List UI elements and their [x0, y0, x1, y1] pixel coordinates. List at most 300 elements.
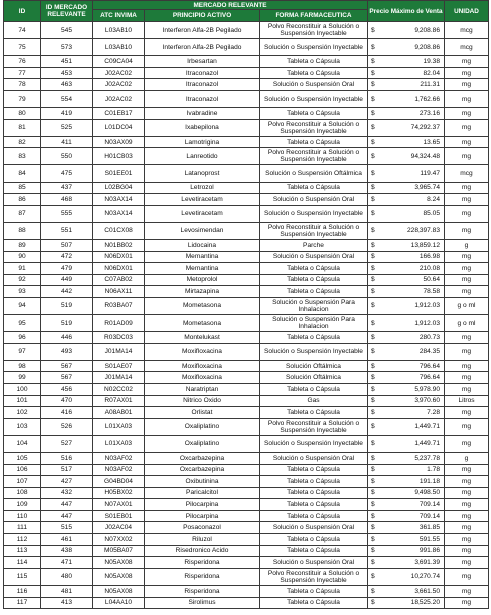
- table-row: [4, 499, 489, 511]
- price-value: 1,449.71: [414, 423, 440, 431]
- currency-symbol: $: [371, 587, 375, 595]
- price-value: 94,324.48: [410, 152, 440, 160]
- table-row: [4, 418, 489, 435]
- cell-id: 97: [4, 343, 41, 360]
- cell-atc: N07AX01: [93, 499, 145, 511]
- cell-id: 79: [4, 90, 41, 107]
- currency-symbol: $: [371, 385, 375, 393]
- table-row: [4, 297, 489, 314]
- header-atc: ATC INVIMA: [93, 10, 145, 22]
- price-value: 13.65: [423, 138, 440, 146]
- cell-id: 96: [4, 332, 41, 344]
- price-value: 1,449.71: [414, 440, 440, 448]
- cell-id-mercado: 468: [41, 194, 93, 206]
- cell-precio: [368, 194, 445, 206]
- price-value: 1,762.66: [414, 95, 440, 103]
- cell-id: 99: [4, 372, 41, 384]
- cell-forma: Tableta o Cápsula: [260, 67, 368, 79]
- cell-forma: Solución o Suspensión Inyectable: [260, 205, 368, 222]
- cell-precio: [368, 332, 445, 344]
- price-value: 78.58: [423, 288, 440, 296]
- currency-symbol: $: [371, 423, 375, 431]
- cell-id-mercado: 550: [41, 148, 93, 165]
- cell-id-mercado: 519: [41, 297, 93, 314]
- price-value: 7.28: [427, 408, 440, 416]
- cell-forma: Tableta o Cápsula: [260, 407, 368, 419]
- price-value: 991.86: [419, 547, 440, 555]
- cell-unidad: mg: [445, 251, 489, 263]
- table-row: [4, 119, 489, 136]
- cell-precio: [368, 568, 445, 585]
- currency-symbol: $: [371, 195, 375, 203]
- cell-unidad: mg: [445, 476, 489, 488]
- cell-unidad: mg: [445, 343, 489, 360]
- cell-atc: S01EB01: [93, 510, 145, 522]
- cell-atc: L02BG04: [93, 182, 145, 194]
- cell-forma: Tableta o Cápsula: [260, 136, 368, 148]
- cell-unidad: g o ml: [445, 314, 489, 331]
- price-value: 119.47: [420, 169, 440, 177]
- cell-precio: [368, 136, 445, 148]
- cell-principio: Itraconazol: [145, 67, 260, 79]
- cell-principio: Moxifloxacina: [145, 360, 260, 372]
- header-mercado-relevante: MERCADO RELEVANTE: [93, 1, 368, 10]
- cell-atc: A08AB01: [93, 407, 145, 419]
- cell-id: 113: [4, 545, 41, 557]
- header-unidad: UNIDAD: [445, 1, 489, 22]
- currency-symbol: $: [371, 302, 375, 310]
- cell-forma: Solución o Suspensión Inyectable: [260, 343, 368, 360]
- currency-symbol: $: [371, 362, 375, 370]
- cell-forma: Tableta o Cápsula: [260, 510, 368, 522]
- currency-symbol: $: [371, 109, 375, 117]
- cell-unidad: mg: [445, 435, 489, 452]
- currency-symbol: $: [371, 124, 375, 132]
- currency-symbol: $: [371, 477, 375, 485]
- table-row: [4, 136, 489, 148]
- cell-id: 108: [4, 487, 41, 499]
- cell-principio: Risedronico Acido: [145, 545, 260, 557]
- cell-id: 114: [4, 557, 41, 569]
- cell-precio: [368, 148, 445, 165]
- cell-principio: Latanoprost: [145, 165, 260, 182]
- table-row: [4, 435, 489, 452]
- cell-forma: Solución o Suspensión Oral: [260, 251, 368, 263]
- currency-symbol: $: [371, 559, 375, 567]
- price-value: 9,498.50: [414, 489, 440, 497]
- cell-atc: N06AX11: [93, 286, 145, 298]
- table-row: [4, 205, 489, 222]
- cell-principio: Ixabepilona: [145, 119, 260, 136]
- table-body: [4, 22, 489, 609]
- cell-principio: Posaconazol: [145, 522, 260, 534]
- cell-id: 98: [4, 360, 41, 372]
- table-row: [4, 67, 489, 79]
- cell-atc: C01EB17: [93, 108, 145, 120]
- cell-id-mercado: 419: [41, 108, 93, 120]
- cell-precio: [368, 360, 445, 372]
- cell-precio: [368, 464, 445, 476]
- cell-unidad: mg: [445, 407, 489, 419]
- cell-forma: Tableta o Cápsula: [260, 383, 368, 395]
- cell-atc: R01AD09: [93, 314, 145, 331]
- cell-principio: Moxifloxacina: [145, 372, 260, 384]
- price-value: 191.18: [419, 477, 440, 485]
- table-row: [4, 22, 489, 39]
- cell-id-mercado: 551: [41, 222, 93, 239]
- cell-unidad: mg: [445, 534, 489, 546]
- cell-precio: [368, 383, 445, 395]
- cell-id-mercado: 515: [41, 522, 93, 534]
- table-row: [4, 90, 489, 107]
- cell-precio: [368, 314, 445, 331]
- currency-symbol: $: [371, 397, 375, 405]
- cell-forma: Polvo Reconstituir a Solución o Suspensión Inyectable: [260, 119, 368, 136]
- price-value: 85.05: [423, 210, 440, 218]
- cell-precio: [368, 534, 445, 546]
- price-value: 13,859.12: [410, 241, 440, 249]
- cell-id-mercado: 519: [41, 314, 93, 331]
- cell-precio: [368, 263, 445, 275]
- cell-forma: Tableta o Cápsula: [260, 545, 368, 557]
- cell-unidad: mg: [445, 79, 489, 91]
- cell-atc: N03AX14: [93, 194, 145, 206]
- cell-unidad: g: [445, 239, 489, 251]
- table-row: [4, 165, 489, 182]
- cell-unidad: g o ml: [445, 297, 489, 314]
- header-id-mercado: ID MERCADO RELEVANTE: [41, 1, 93, 22]
- cell-forma: Tableta o Cápsula: [260, 286, 368, 298]
- cell-id-mercado: 446: [41, 332, 93, 344]
- cell-id: 105: [4, 452, 41, 464]
- table-row: [4, 263, 489, 275]
- cell-precio: [368, 452, 445, 464]
- cell-id-mercado: 493: [41, 343, 93, 360]
- cell-id: 110: [4, 510, 41, 522]
- cell-unidad: mg: [445, 360, 489, 372]
- cell-precio: [368, 165, 445, 182]
- cell-unidad: mg: [445, 383, 489, 395]
- price-value: 1,912.03: [414, 302, 440, 310]
- cell-id: 81: [4, 119, 41, 136]
- cell-id-mercado: 413: [41, 597, 93, 609]
- cell-principio: Interferon Alfa-2B Pegilado: [145, 22, 260, 39]
- currency-symbol: $: [371, 408, 375, 416]
- table-row: [4, 395, 489, 407]
- cell-unidad: mg: [445, 522, 489, 534]
- table-row: [4, 360, 489, 372]
- cell-precio: [368, 205, 445, 222]
- cell-forma: Solución o Suspensión Oral: [260, 522, 368, 534]
- price-value: 3,661.50: [414, 587, 440, 595]
- table-row: [4, 557, 489, 569]
- table-row: [4, 407, 489, 419]
- cell-atc: N07XX02: [93, 534, 145, 546]
- cell-forma: Solución o Suspensión Inyectable: [260, 435, 368, 452]
- cell-precio: [368, 182, 445, 194]
- cell-id: 82: [4, 136, 41, 148]
- cell-id: 111: [4, 522, 41, 534]
- cell-atc: L03AB10: [93, 39, 145, 56]
- cell-principio: Nitrico Oxido: [145, 395, 260, 407]
- cell-atc: J01MA14: [93, 343, 145, 360]
- cell-id: 88: [4, 222, 41, 239]
- price-table: [3, 0, 489, 609]
- cell-principio: Metoprolol: [145, 274, 260, 286]
- cell-precio: [368, 585, 445, 597]
- table-header: [4, 1, 489, 22]
- price-value: 10,270.74: [410, 573, 440, 581]
- cell-unidad: mg: [445, 56, 489, 68]
- cell-precio: [368, 286, 445, 298]
- cell-id: 116: [4, 585, 41, 597]
- cell-id: 87: [4, 205, 41, 222]
- currency-symbol: $: [371, 440, 375, 448]
- cell-atc: L04AA10: [93, 597, 145, 609]
- table-row: [4, 372, 489, 384]
- cell-precio: [368, 372, 445, 384]
- cell-unidad: mg: [445, 372, 489, 384]
- cell-forma: Solución o Suspensión Inyectable: [260, 90, 368, 107]
- cell-id: 74: [4, 22, 41, 39]
- cell-unidad: mcg: [445, 39, 489, 56]
- table-row: [4, 585, 489, 597]
- cell-principio: Paricalcitol: [145, 487, 260, 499]
- cell-principio: Oxcarbazepina: [145, 464, 260, 476]
- cell-id: 102: [4, 407, 41, 419]
- cell-principio: Interferon Alfa-2B Pegilado: [145, 39, 260, 56]
- cell-principio: Letrozol: [145, 182, 260, 194]
- price-value: 280.73: [419, 333, 440, 341]
- table-row: [4, 464, 489, 476]
- table-row: [4, 222, 489, 239]
- cell-atc: N03AX09: [93, 136, 145, 148]
- table-row: [4, 239, 489, 251]
- cell-precio: [368, 487, 445, 499]
- table-row: [4, 332, 489, 344]
- cell-id: 77: [4, 67, 41, 79]
- price-value: 9,208.86: [414, 43, 440, 51]
- cell-atc: C07AB02: [93, 274, 145, 286]
- cell-id-mercado: 471: [41, 557, 93, 569]
- price-value: 796.64: [419, 362, 440, 370]
- cell-atc: J02AC04: [93, 522, 145, 534]
- price-value: 166.98: [419, 253, 440, 261]
- currency-symbol: $: [371, 227, 375, 235]
- cell-precio: [368, 522, 445, 534]
- cell-principio: Riluzol: [145, 534, 260, 546]
- cell-id: 115: [4, 568, 41, 585]
- cell-id-mercado: 470: [41, 395, 93, 407]
- cell-id: 107: [4, 476, 41, 488]
- table-row: [4, 476, 489, 488]
- cell-id-mercado: 456: [41, 383, 93, 395]
- cell-id-mercado: 507: [41, 239, 93, 251]
- cell-id-mercado: 463: [41, 79, 93, 91]
- cell-principio: Levetiracetam: [145, 194, 260, 206]
- cell-forma: Tableta o Cápsula: [260, 585, 368, 597]
- cell-unidad: mg: [445, 108, 489, 120]
- cell-principio: Itraconazol: [145, 79, 260, 91]
- currency-symbol: $: [371, 264, 375, 272]
- cell-unidad: mg: [445, 90, 489, 107]
- cell-atc: S01AE07: [93, 360, 145, 372]
- table-row: [4, 79, 489, 91]
- cell-id: 104: [4, 435, 41, 452]
- cell-atc: C09CA04: [93, 56, 145, 68]
- cell-atc: J02AC02: [93, 67, 145, 79]
- cell-principio: Pilocarpina: [145, 510, 260, 522]
- currency-symbol: $: [371, 599, 375, 607]
- price-value: 82.04: [423, 69, 440, 77]
- cell-id-mercado: 416: [41, 407, 93, 419]
- price-value: 3,970.60: [414, 397, 440, 405]
- currency-symbol: $: [371, 348, 375, 356]
- currency-symbol: $: [371, 81, 375, 89]
- currency-symbol: $: [371, 466, 375, 474]
- cell-precio: [368, 435, 445, 452]
- cell-principio: Oxaliplatino: [145, 418, 260, 435]
- cell-principio: Levetiracetam: [145, 205, 260, 222]
- cell-atc: N05AX08: [93, 585, 145, 597]
- table-row: [4, 510, 489, 522]
- cell-id-mercado: 438: [41, 545, 93, 557]
- price-value: 5,237.78: [414, 454, 440, 462]
- cell-forma: Solución o Suspensión Oral: [260, 452, 368, 464]
- cell-atc: L03AB10: [93, 22, 145, 39]
- cell-precio: [368, 476, 445, 488]
- cell-atc: N06DX01: [93, 263, 145, 275]
- price-value: 18,525.20: [410, 599, 440, 607]
- cell-forma: Solución Oftálmica: [260, 372, 368, 384]
- cell-unidad: mg: [445, 557, 489, 569]
- cell-principio: Risperidona: [145, 557, 260, 569]
- cell-id-mercado: 475: [41, 165, 93, 182]
- cell-id: 106: [4, 464, 41, 476]
- cell-precio: [368, 418, 445, 435]
- currency-symbol: $: [371, 210, 375, 218]
- cell-principio: Moxifloxacina: [145, 343, 260, 360]
- price-value: 591.55: [419, 535, 440, 543]
- cell-unidad: mg: [445, 286, 489, 298]
- cell-id-mercado: 554: [41, 90, 93, 107]
- table-row: [4, 314, 489, 331]
- price-value: 796.64: [419, 374, 440, 382]
- currency-symbol: $: [371, 374, 375, 382]
- cell-principio: Levosimendan: [145, 222, 260, 239]
- cell-precio: [368, 395, 445, 407]
- cell-principio: Mometasona: [145, 297, 260, 314]
- cell-precio: [368, 297, 445, 314]
- cell-id-mercado: 479: [41, 263, 93, 275]
- table-row: [4, 597, 489, 609]
- cell-principio: Montelukast: [145, 332, 260, 344]
- cell-forma: Tableta o Cápsula: [260, 332, 368, 344]
- currency-symbol: $: [371, 524, 375, 532]
- price-value: 3,691.39: [414, 559, 440, 567]
- cell-id: 95: [4, 314, 41, 331]
- currency-symbol: $: [371, 138, 375, 146]
- cell-precio: [368, 557, 445, 569]
- price-value: 74,292.37: [410, 124, 440, 132]
- cell-id-mercado: 437: [41, 182, 93, 194]
- cell-id: 92: [4, 274, 41, 286]
- cell-precio: [368, 108, 445, 120]
- currency-symbol: $: [371, 69, 375, 77]
- table-row: [4, 108, 489, 120]
- currency-symbol: $: [371, 573, 375, 581]
- cell-unidad: mg: [445, 487, 489, 499]
- cell-id: 75: [4, 39, 41, 56]
- cell-unidad: mg: [445, 332, 489, 344]
- cell-principio: Orlistat: [145, 407, 260, 419]
- cell-principio: Oxaliplatino: [145, 435, 260, 452]
- cell-unidad: g: [445, 452, 489, 464]
- cell-principio: Oxcarbazepina: [145, 452, 260, 464]
- cell-forma: Tableta o Cápsula: [260, 534, 368, 546]
- cell-unidad: mg: [445, 119, 489, 136]
- table-row: [4, 545, 489, 557]
- cell-forma: Solución Oftálmica: [260, 360, 368, 372]
- cell-atc: J02AC02: [93, 90, 145, 107]
- cell-id-mercado: 472: [41, 251, 93, 263]
- cell-unidad: mg: [445, 568, 489, 585]
- header-principio: PRINCIPIO ACTIVO: [145, 10, 260, 22]
- price-value: 5,978.90: [414, 385, 440, 393]
- table-row: [4, 343, 489, 360]
- currency-symbol: $: [371, 26, 375, 34]
- cell-id: 117: [4, 597, 41, 609]
- cell-unidad: mg: [445, 585, 489, 597]
- cell-precio: [368, 119, 445, 136]
- cell-forma: Polvo Reconstituir a Solución o Suspensión Inyectable: [260, 418, 368, 435]
- cell-forma: Tableta o Cápsula: [260, 108, 368, 120]
- cell-forma: Tableta o Cápsula: [260, 476, 368, 488]
- cell-id-mercado: 567: [41, 372, 93, 384]
- currency-symbol: $: [371, 454, 375, 462]
- price-value: 709.14: [419, 512, 440, 520]
- cell-atc: N06DX01: [93, 251, 145, 263]
- cell-atc: N05AX08: [93, 557, 145, 569]
- cell-atc: H01CB03: [93, 148, 145, 165]
- cell-id: 90: [4, 251, 41, 263]
- table-row: [4, 182, 489, 194]
- price-table-container: [3, 0, 488, 609]
- cell-unidad: mg: [445, 418, 489, 435]
- cell-unidad: mg: [445, 510, 489, 522]
- price-value: 1.78: [427, 466, 440, 474]
- cell-id-mercado: 525: [41, 119, 93, 136]
- header-forma: FORMA FARMACEUTICA: [260, 10, 368, 22]
- cell-id: 112: [4, 534, 41, 546]
- cell-unidad: mg: [445, 205, 489, 222]
- cell-id-mercado: 442: [41, 286, 93, 298]
- cell-id-mercado: 461: [41, 534, 93, 546]
- cell-id-mercado: 411: [41, 136, 93, 148]
- cell-id-mercado: 427: [41, 476, 93, 488]
- currency-symbol: $: [371, 319, 375, 327]
- cell-forma: Tableta o Cápsula: [260, 263, 368, 275]
- cell-id: 84: [4, 165, 41, 182]
- cell-precio: [368, 274, 445, 286]
- table-row: [4, 148, 489, 165]
- cell-atc: L01XA03: [93, 418, 145, 435]
- cell-forma: Tableta o Cápsula: [260, 182, 368, 194]
- cell-atc: N02CC02: [93, 383, 145, 395]
- cell-principio: Ivabradine: [145, 108, 260, 120]
- cell-precio: [368, 545, 445, 557]
- cell-atc: N05AX08: [93, 568, 145, 585]
